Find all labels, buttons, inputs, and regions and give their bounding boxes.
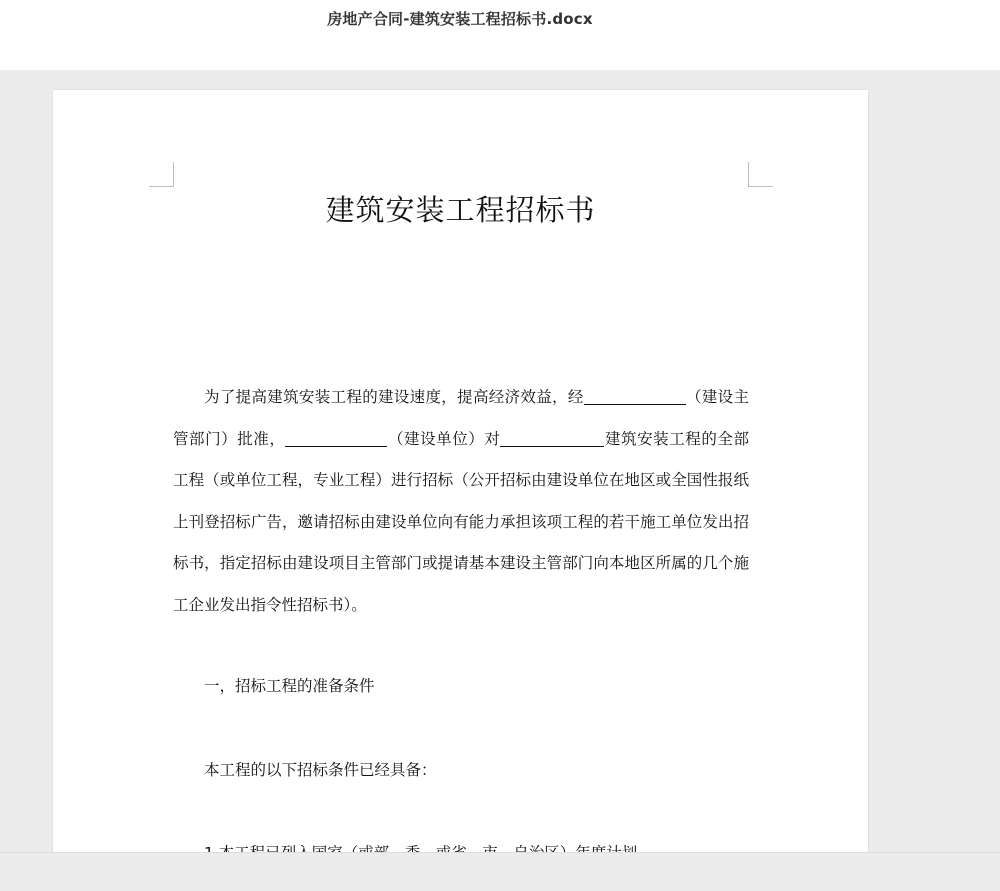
- intro-text-2: （建设主管部门）批准，: [173, 388, 749, 448]
- document-viewer[interactable]: [0, 70, 1000, 852]
- intro-text-4: 建筑安装工程的全部工程（或单位工程，专业工程）进行招标（公开招标由建设单位在地区或全国性报纸上刊登招标广告，邀请招标由建设单位向有能力承担该项工程的若干施工单位发出招标书，指定招标由建设项目主管部门或提请基本建设主管部门向本地区所属的几个施工企业发出指令性招标书）。: [173, 429, 749, 614]
- section-heading-1: 一，招标工程的准备条件: [204, 677, 375, 695]
- title-bar: [0, 0, 1000, 70]
- blank-field-authority: [584, 388, 686, 405]
- intro-text-3: （建设单位）对: [387, 429, 501, 448]
- document-title: 房地产合同-建筑安装工程招标书.docx: [327, 10, 593, 28]
- document-heading: 建筑安装工程招标书: [325, 193, 596, 227]
- bottom-bar: [0, 852, 1000, 891]
- document-page: [53, 90, 868, 890]
- blank-field-builder: [285, 430, 387, 447]
- margin-corner-top-left: [149, 162, 174, 187]
- intro-text-1: 为了提高建筑安装工程的建设速度，提高经济效益，经: [204, 388, 584, 406]
- paragraph-conditions: 本工程的以下招标条件已经具备：: [204, 761, 437, 779]
- blank-field-project: [500, 430, 604, 447]
- paragraph-intro: [173, 377, 749, 626]
- margin-corner-top-right: [748, 162, 773, 187]
